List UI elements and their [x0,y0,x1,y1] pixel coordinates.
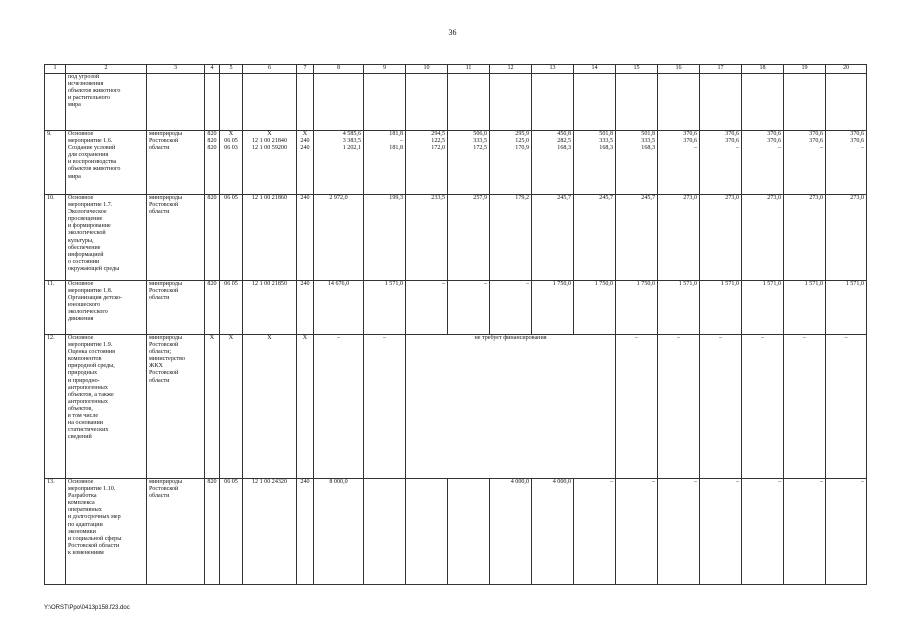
file-path-footer: Y:\ORST\Ppo\0413p158.f23.doc [44,605,130,611]
col-10: 294,5 122,5 172,0 [406,131,448,195]
table-row-11 [45,281,867,335]
col-18: – [742,479,784,585]
col-14: 501,8 333,5 168,3 [574,131,616,195]
col-19: 273,0 [784,195,826,281]
col-12: 295,9 125,0 170,9 [490,131,532,195]
column-number-2: 2 [66,65,147,74]
executor: минприроды Ростовской области; министерство ЖКХ Ростовской области [147,335,205,479]
measure-name: Основное мероприятие 1.8. Организация детско- юношеского экологического движения [66,281,147,335]
col-17: – [700,479,742,585]
col-19: – [784,479,826,585]
column-number-11: 11 [448,65,490,74]
measure-name: Основное мероприятие 1.6. Создание условий для сохранения и воспроизводства объектов животного мира [66,131,147,195]
col-13: 450,8 282,5 168,3 [532,131,574,195]
col-5: Х [220,335,243,479]
program-table [44,64,867,585]
column-number-4: 4 [205,65,220,74]
table-row-9 [45,131,867,195]
col-18: 370,6 370,6 – [742,131,784,195]
col-8: 2 972,0 [314,195,364,281]
column-number-3: 3 [147,65,205,74]
col-13: 1 750,0 [532,281,574,335]
row-number: 12. [45,335,66,479]
row-number: 11. [45,281,66,335]
col-15: – [616,335,658,479]
measure-name: Основное мероприятие 1.9. Оценка состояния компонентов природной среды, природных и природно- антропогенных объектов, а также антропогенных объектов, в том числе на основании статистических сведений [66,335,147,479]
row-number: 9. [45,131,66,195]
col-4: 820 820 820 [205,131,220,195]
col-11: – [448,281,490,335]
column-number-10: 10 [406,65,448,74]
table-row-12 [45,335,867,479]
col-6: Х [243,335,297,479]
col-7: 240 [297,479,314,585]
column-number-20: 20 [826,65,867,74]
table-row-continuation [45,74,867,131]
col-14: 1 750,0 [574,281,616,335]
col-15: – [616,479,658,585]
col-18: – [742,335,784,479]
col-7: Х [297,335,314,479]
col-8: 14 676,0 [314,281,364,335]
cell-name: под угрозой исчезновения объектов животного и растительного мира [66,74,147,131]
executor: минприроды Ростовской области [147,479,205,585]
column-number-7: 7 [297,65,314,74]
col-13: 4 000,0 [532,479,574,585]
col-7: Х 240 240 [297,131,314,195]
col-16: 273,0 [658,195,700,281]
col-4: 820 [205,281,220,335]
col-12: – [490,281,532,335]
col-17: 273,0 [700,195,742,281]
col-12: 179,2 [490,195,532,281]
col-14: – [574,479,616,585]
measure-name: Основное мероприятие 1.10. Разработка комплекса оперативных и долгосрочных мер по адаптации экономики и социальной сферы Ростовской области к изменениям [66,479,147,585]
col-19: 1 571,0 [784,281,826,335]
table-row-13 [45,479,867,585]
col-6: 12 1 00 21850 [243,281,297,335]
column-number-18: 18 [742,65,784,74]
executor: минприроды Ростовской области [147,281,205,335]
col-17: – [700,335,742,479]
column-number-14: 14 [574,65,616,74]
col-9: 199,3 [364,195,406,281]
col-9: 181,8 – 181,8 [364,131,406,195]
col-15: 1 750,0 [616,281,658,335]
col-5: 06 05 [220,479,243,585]
col-11: 506,0 333,5 172,5 [448,131,490,195]
col-7: 240 [297,195,314,281]
col-5: 06 05 [220,281,243,335]
executor: минприроды Ростовской области [147,131,205,195]
col-20: 273,0 [826,195,867,281]
col-20: – [826,335,867,479]
page-number: 36 [448,28,457,37]
cell-num [45,74,66,131]
column-number-8: 8 [314,65,364,74]
col-8: 8 000,0 [314,479,364,585]
col-20: 1 571,0 [826,281,867,335]
no-funding-note: не требует финансирования [406,335,616,479]
col-15: 245,7 [616,195,658,281]
col-20: – [826,479,867,585]
col-9 [364,479,406,585]
col-18: 273,0 [742,195,784,281]
col-8: – [314,335,364,479]
row-number: 13. [45,479,66,585]
col-8: 4 585,6 3 383,5 1 202,1 [314,131,364,195]
col-11: 257,9 [448,195,490,281]
col-20: 370,6 370,6 – [826,131,867,195]
column-number-17: 17 [700,65,742,74]
col-4: Х [205,335,220,479]
column-number-row [45,65,867,74]
column-number-1: 1 [45,65,66,74]
col-13: 245,7 [532,195,574,281]
col-19: – [784,335,826,479]
col-9: – [364,335,406,479]
column-number-5: 5 [220,65,243,74]
col-4: 820 [205,479,220,585]
column-number-13: 13 [532,65,574,74]
executor: минприроды Ростовской области [147,195,205,281]
col-11 [448,479,490,585]
col-10 [406,479,448,585]
col-10: 233,5 [406,195,448,281]
col-12: 4 000,0 [490,479,532,585]
col-7: 240 [297,281,314,335]
col-14: 245,7 [574,195,616,281]
col-16: 1 571,0 [658,281,700,335]
column-number-15: 15 [616,65,658,74]
col-5: 06 05 [220,195,243,281]
col-18: 1 571,0 [742,281,784,335]
col-6: 12 1 00 21860 [243,195,297,281]
col-16: – [658,479,700,585]
col-17: 1 571,0 [700,281,742,335]
col-16: 370,6 370,6 – [658,131,700,195]
column-number-6: 6 [243,65,297,74]
measure-name: Основное мероприятие 1.7. Экологическое просвещение и формирование экологической культуры, обеспечение информацией о состоянии окружающей среды [66,195,147,281]
col-19: 370,6 370,6 – [784,131,826,195]
col-4: 820 [205,195,220,281]
col-6: Х 12 1 00 21840 12 1 00 59200 [243,131,297,195]
col-17: 370,6 370,6 – [700,131,742,195]
col-10: – [406,281,448,335]
column-number-12: 12 [490,65,532,74]
col-15: 501,8 333,5 168,3 [616,131,658,195]
column-number-19: 19 [784,65,826,74]
col-9: 1 571,0 [364,281,406,335]
table-row-10 [45,195,867,281]
col-5: Х 06 05 06 03 [220,131,243,195]
column-number-9: 9 [364,65,406,74]
col-6: 12 1 00 24320 [243,479,297,585]
col-16: – [658,335,700,479]
column-number-16: 16 [658,65,700,74]
row-number: 10. [45,195,66,281]
